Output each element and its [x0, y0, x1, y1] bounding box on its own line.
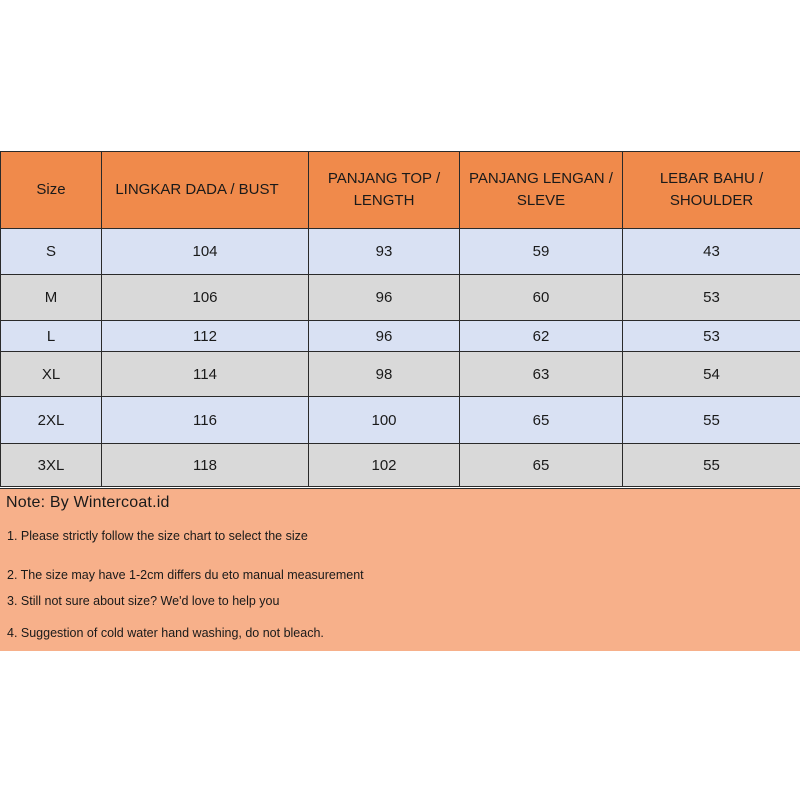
cell-length: 102 — [309, 444, 460, 487]
notes-panel — [0, 488, 800, 651]
cell-length: 96 — [309, 321, 460, 352]
cell-size: L — [1, 321, 102, 352]
note-line-3: 3. Still not sure about size? We'd love to help you — [7, 594, 280, 608]
size-chart — [0, 151, 800, 487]
cell-sleeve: 65 — [460, 444, 623, 487]
table-row — [1, 275, 800, 321]
cell-length: 96 — [309, 275, 460, 321]
cell-bust: 112 — [102, 321, 309, 352]
header-sleeve: PANJANG LENGAN / SLEVE — [460, 152, 623, 229]
cell-bust: 104 — [102, 229, 309, 275]
cell-bust: 118 — [102, 444, 309, 487]
cell-sleeve: 59 — [460, 229, 623, 275]
cell-sleeve: 65 — [460, 397, 623, 444]
note-line-1: 1. Please strictly follow the size chart to select the size — [7, 529, 308, 543]
cell-sleeve: 62 — [460, 321, 623, 352]
notes-title: Note: By Wintercoat.id — [6, 494, 170, 511]
cell-size: 3XL — [1, 444, 102, 487]
cell-sleeve: 63 — [460, 352, 623, 397]
header-bust: LINGKAR DADA / BUST — [102, 152, 309, 229]
table-header-row — [1, 152, 800, 229]
table-row — [1, 321, 800, 352]
cell-size: M — [1, 275, 102, 321]
header-size: Size — [1, 152, 102, 229]
table-row — [1, 229, 800, 275]
cell-shoulder: 54 — [623, 352, 800, 397]
size-table — [0, 151, 800, 487]
cell-length: 98 — [309, 352, 460, 397]
cell-length: 100 — [309, 397, 460, 444]
table-row — [1, 444, 800, 487]
cell-size: 2XL — [1, 397, 102, 444]
header-length: PANJANG TOP / LENGTH — [309, 152, 460, 229]
cell-shoulder: 55 — [623, 444, 800, 487]
cell-sleeve: 60 — [460, 275, 623, 321]
cell-length: 93 — [309, 229, 460, 275]
cell-bust: 106 — [102, 275, 309, 321]
note-line-2: 2. The size may have 1-2cm differs du eto manual measurement — [7, 568, 364, 582]
cell-size: XL — [1, 352, 102, 397]
cell-bust: 114 — [102, 352, 309, 397]
cell-shoulder: 53 — [623, 275, 800, 321]
note-line-4: 4. Suggestion of cold water hand washing, do not bleach. — [7, 626, 324, 640]
table-row — [1, 397, 800, 444]
cell-shoulder: 53 — [623, 321, 800, 352]
cell-bust: 116 — [102, 397, 309, 444]
cell-size: S — [1, 229, 102, 275]
header-shoulder: LEBAR BAHU / SHOULDER — [623, 152, 800, 229]
cell-shoulder: 43 — [623, 229, 800, 275]
cell-shoulder: 55 — [623, 397, 800, 444]
table-row — [1, 352, 800, 397]
